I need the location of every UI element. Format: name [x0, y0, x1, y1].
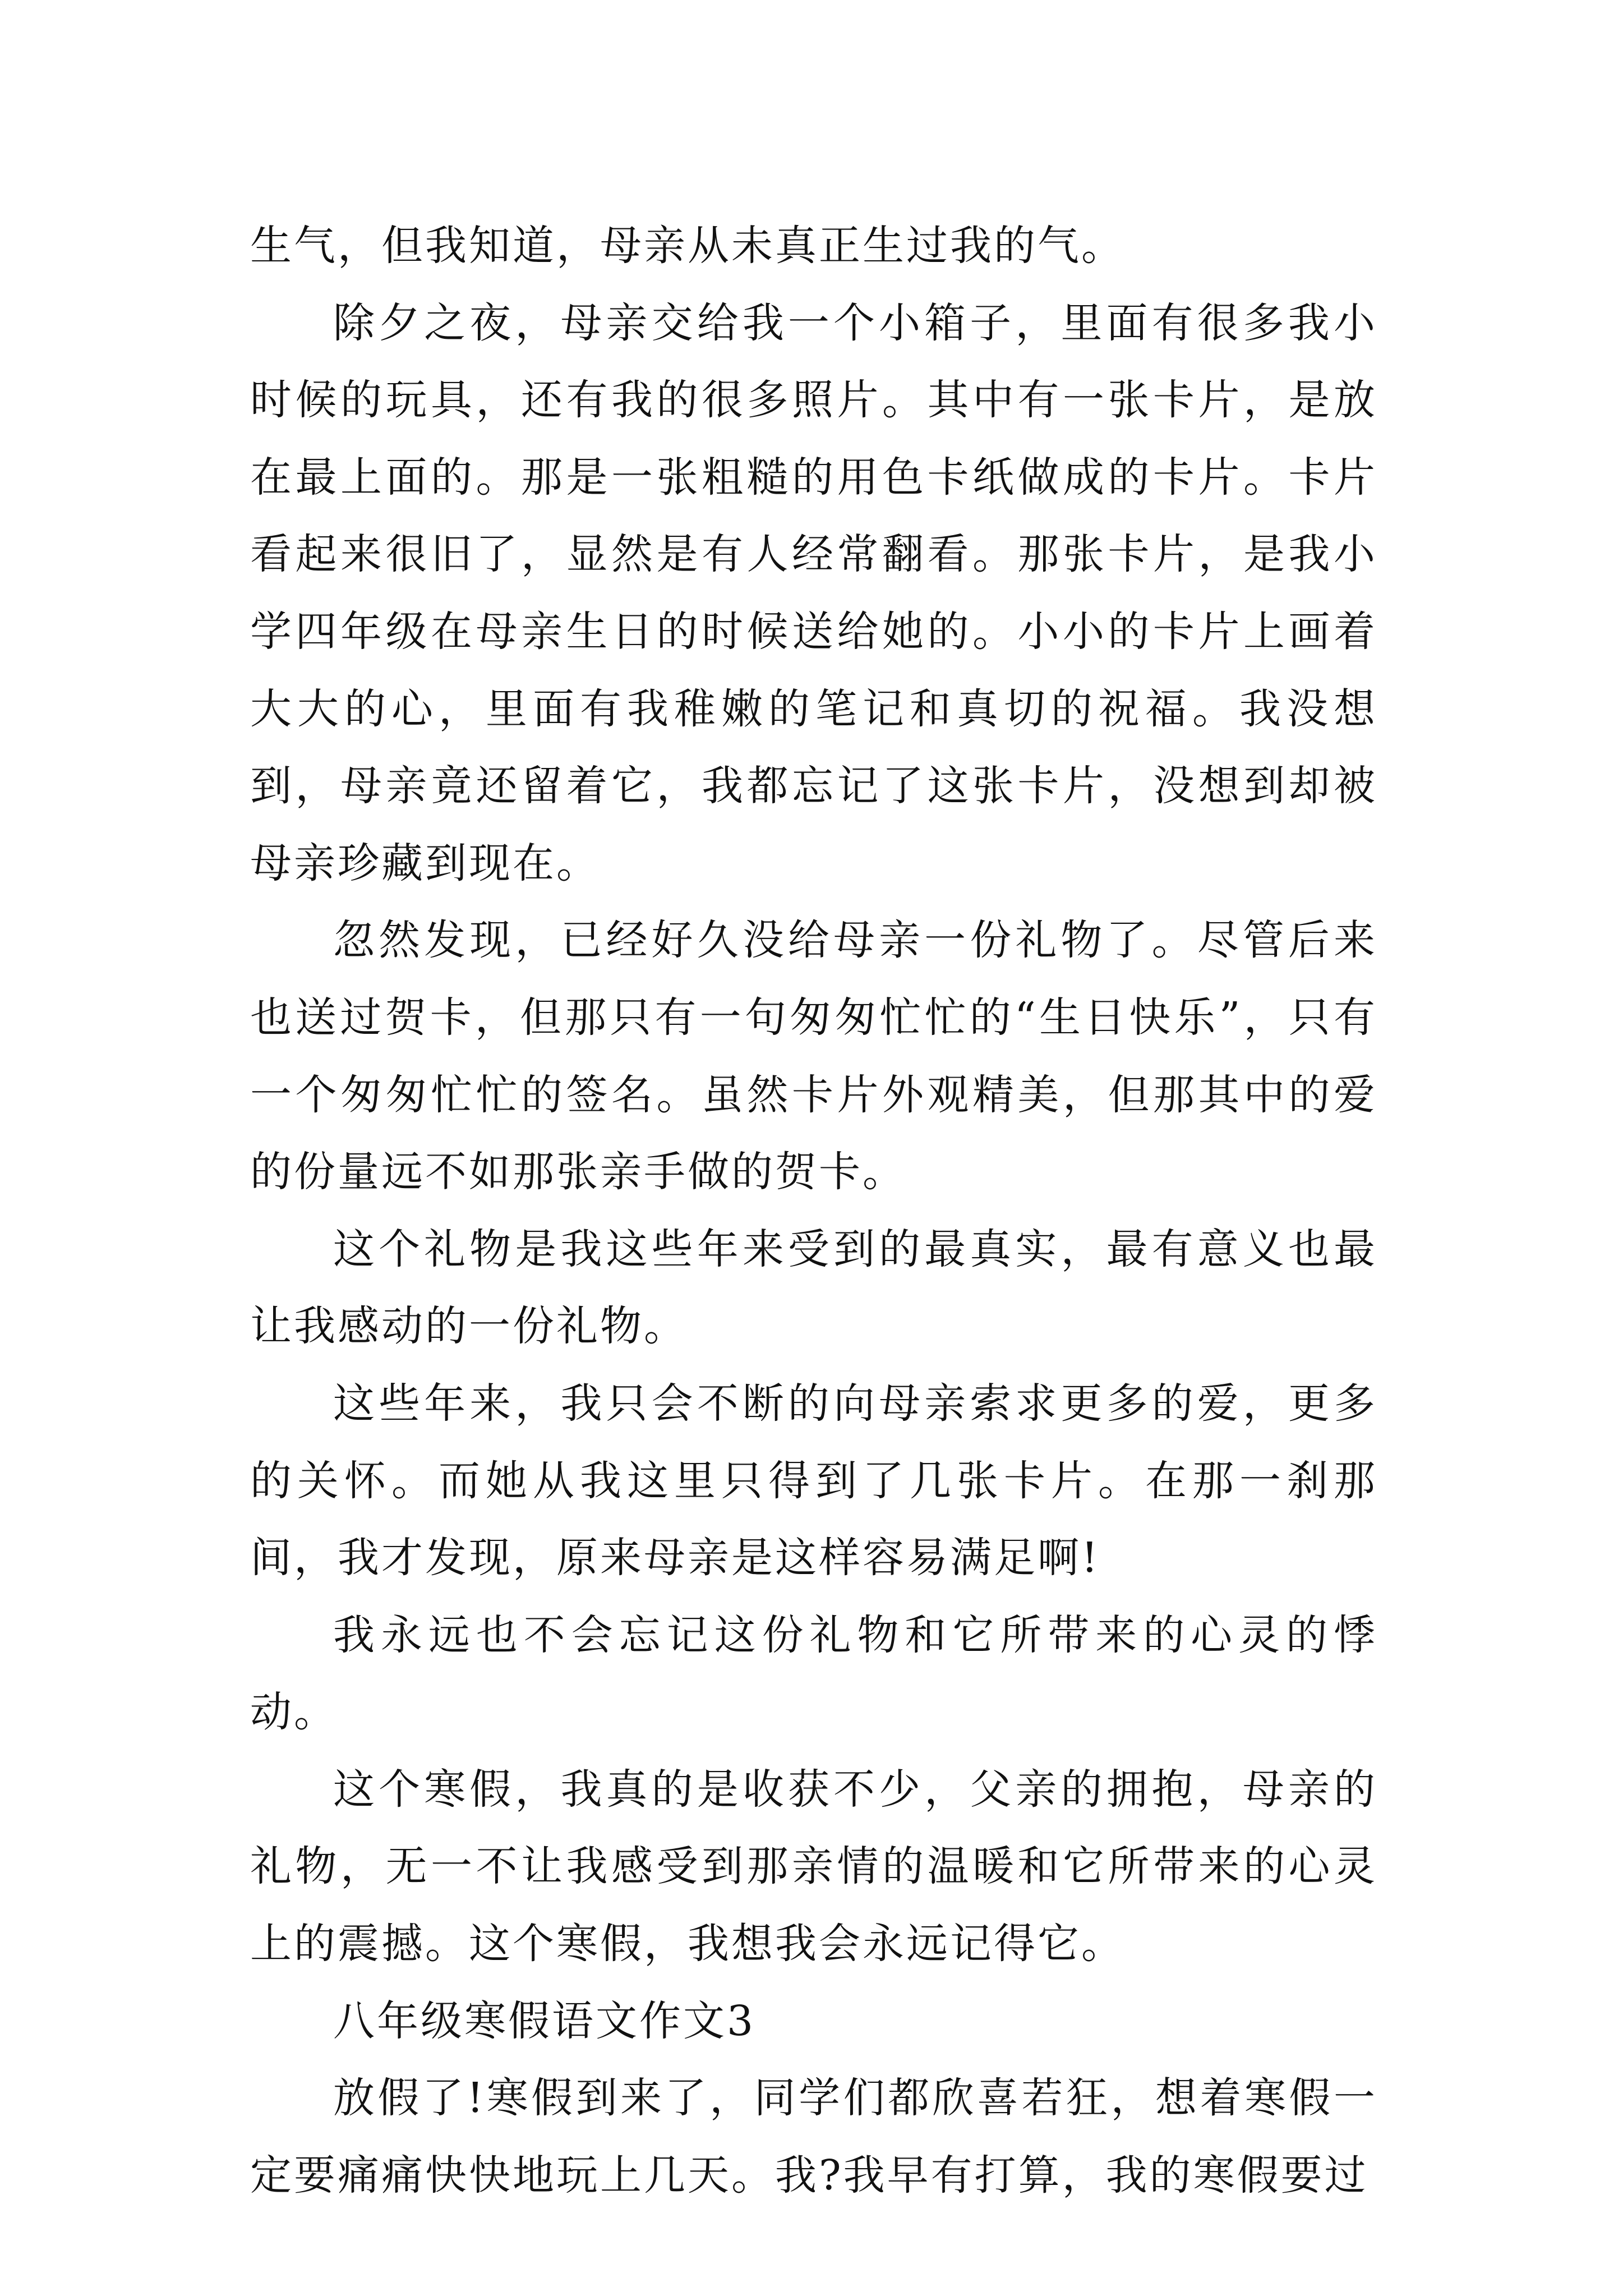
paragraph-never-forget: 我永远也不会忘记这份礼物和它所带来的心灵的悸动。 [250, 1611, 1377, 1737]
paragraph-winter-break-harvest: 这个寒假，我真的是收获不少，父亲的拥抱，母亲的礼物，无一不让我感受到那亲情的温暖和它所带来的心灵上的震撼。这个寒假，我想我会永远记得它。 [250, 1765, 1377, 1968]
paragraph-asking-for-love: 这些年来，我只会不断的向母亲索求更多的爱，更多的关怀。而她从我这里只得到了几张卡片。在那一刹那间，我才发现，原来母亲是这样容易满足啊! [250, 1379, 1377, 1582]
paragraph-no-gift-for-long: 忽然发现，已经好久没给母亲一份礼物了。尽管后来也送过贺卡，但那只有一句匆匆忙忙的“生日快乐”，只有一个匆匆忙忙的签名。虽然卡片外观精美，但那其中的爱的份量远不如那张亲手做的贺卡。 [250, 916, 1377, 1197]
paragraph-holiday-begins: 放假了!寒假到来了，同学们都欣喜若狂，想着寒假一定要痛痛快快地玩上几天。我?我早有打算，我的寒假要过 [250, 2074, 1377, 2200]
paragraph-continuation: 生气，但我知道，母亲从未真正生过我的气。 [250, 222, 1125, 270]
paragraph-most-meaningful-gift: 这个礼物是我这些年来受到的最真实，最有意义也最让我感动的一份礼物。 [250, 1225, 1377, 1351]
essay-body [250, 208, 1377, 2214]
paragraph-new-year-eve-box: 除夕之夜，母亲交给我一个小箱子，里面有很多我小时候的玩具，还有我的很多照片。其中有一张卡片，是放在最上面的。那是一张粗糙的用色卡纸做成的卡片。卡片看起来很旧了，显然是有人经常翻看。那张卡片，是我小学四年级在母亲生日的时候送给她的。小小的卡片上画着大大的心，里面有我稚嫩的笔记和真切的祝福。我没想到，母亲竟还留着它，我都忘记了这张卡片，没想到却被母亲珍藏到现在。 [250, 298, 1377, 887]
essay-heading: 八年级寒假语文作文3 [333, 1996, 756, 2045]
